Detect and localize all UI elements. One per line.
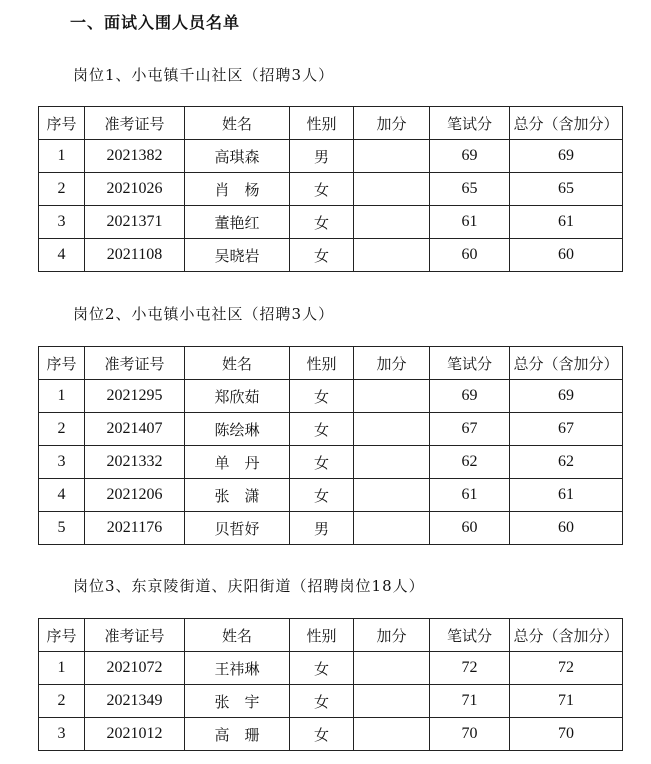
table-header-row <box>39 347 623 380</box>
cell-bonus <box>354 206 430 239</box>
cell-name: 张 宇 <box>185 685 290 718</box>
cell-number: 3 <box>39 206 85 239</box>
cell-bonus <box>354 685 430 718</box>
cell-name: 肖 杨 <box>185 173 290 206</box>
cell-written-score: 60 <box>430 512 510 545</box>
page-heading: 一、面试入围人员名单 <box>70 13 241 32</box>
cell-name: 董艳红 <box>185 206 290 239</box>
column-header: 姓名 <box>185 619 290 652</box>
cell-exam-id: 2021012 <box>85 718 185 751</box>
column-header: 加分 <box>354 619 430 652</box>
cell-bonus <box>354 446 430 479</box>
cell-exam-id: 2021382 <box>85 140 185 173</box>
cell-number: 4 <box>39 479 85 512</box>
column-header: 序号 <box>39 107 85 140</box>
cell-bonus <box>354 380 430 413</box>
cell-gender: 女 <box>290 718 354 751</box>
cell-written-score: 62 <box>430 446 510 479</box>
column-header: 总分（含加分） <box>510 347 623 380</box>
cell-number: 5 <box>39 512 85 545</box>
cell-name: 单 丹 <box>185 446 290 479</box>
column-header: 加分 <box>354 347 430 380</box>
cell-gender: 女 <box>290 173 354 206</box>
cell-written-score: 72 <box>430 652 510 685</box>
cell-bonus <box>354 140 430 173</box>
cell-exam-id: 2021206 <box>85 479 185 512</box>
cell-name: 高琪森 <box>185 140 290 173</box>
cell-name: 贝哲妤 <box>185 512 290 545</box>
column-header: 准考证号 <box>85 107 185 140</box>
cell-gender: 女 <box>290 446 354 479</box>
cell-gender: 女 <box>290 479 354 512</box>
cell-gender: 女 <box>290 413 354 446</box>
cell-name: 高 珊 <box>185 718 290 751</box>
table-row <box>39 173 623 206</box>
table-row <box>39 206 623 239</box>
cell-bonus <box>354 413 430 446</box>
cell-total-score: 65 <box>510 173 623 206</box>
table-row <box>39 685 623 718</box>
cell-written-score: 60 <box>430 239 510 272</box>
cell-written-score: 61 <box>430 206 510 239</box>
cell-written-score: 69 <box>430 380 510 413</box>
section-title-3: 岗位3、东京陵街道、庆阳街道（招聘岗位18人） <box>73 577 425 595</box>
cell-exam-id: 2021332 <box>85 446 185 479</box>
column-header: 笔试分 <box>430 619 510 652</box>
cell-total-score: 60 <box>510 239 623 272</box>
cell-number: 2 <box>39 173 85 206</box>
column-header: 总分（含加分） <box>510 619 623 652</box>
cell-exam-id: 2021295 <box>85 380 185 413</box>
column-header: 姓名 <box>185 347 290 380</box>
column-header: 性别 <box>290 347 354 380</box>
cell-gender: 女 <box>290 206 354 239</box>
cell-exam-id: 2021407 <box>85 413 185 446</box>
table-header-row <box>39 107 623 140</box>
section-title-2: 岗位2、小屯镇小屯社区（招聘3人） <box>73 305 335 323</box>
table-row <box>39 512 623 545</box>
candidates-table-3 <box>38 618 623 751</box>
table-row <box>39 239 623 272</box>
table-row <box>39 652 623 685</box>
cell-written-score: 71 <box>430 685 510 718</box>
cell-exam-id: 2021108 <box>85 239 185 272</box>
cell-bonus <box>354 479 430 512</box>
column-header: 序号 <box>39 619 85 652</box>
cell-exam-id: 2021371 <box>85 206 185 239</box>
table-row <box>39 413 623 446</box>
cell-gender: 女 <box>290 239 354 272</box>
cell-number: 2 <box>39 685 85 718</box>
column-header: 总分（含加分） <box>510 107 623 140</box>
cell-total-score: 61 <box>510 479 623 512</box>
cell-exam-id: 2021349 <box>85 685 185 718</box>
cell-gender: 女 <box>290 380 354 413</box>
cell-written-score: 65 <box>430 173 510 206</box>
cell-written-score: 61 <box>430 479 510 512</box>
cell-total-score: 62 <box>510 446 623 479</box>
cell-written-score: 69 <box>430 140 510 173</box>
cell-number: 2 <box>39 413 85 446</box>
table-row <box>39 446 623 479</box>
cell-total-score: 69 <box>510 380 623 413</box>
cell-bonus <box>354 718 430 751</box>
column-header: 准考证号 <box>85 347 185 380</box>
table-header-row <box>39 619 623 652</box>
cell-gender: 男 <box>290 140 354 173</box>
table-row <box>39 140 623 173</box>
cell-bonus <box>354 239 430 272</box>
column-header: 性别 <box>290 107 354 140</box>
cell-number: 4 <box>39 239 85 272</box>
cell-gender: 男 <box>290 512 354 545</box>
table-row <box>39 479 623 512</box>
column-header: 加分 <box>354 107 430 140</box>
cell-exam-id: 2021176 <box>85 512 185 545</box>
table-row <box>39 380 623 413</box>
cell-number: 1 <box>39 140 85 173</box>
cell-gender: 女 <box>290 652 354 685</box>
cell-total-score: 67 <box>510 413 623 446</box>
cell-number: 3 <box>39 446 85 479</box>
candidates-table-2 <box>38 346 623 545</box>
column-header: 性别 <box>290 619 354 652</box>
cell-total-score: 61 <box>510 206 623 239</box>
cell-name: 吴晓岩 <box>185 239 290 272</box>
cell-bonus <box>354 652 430 685</box>
cell-total-score: 71 <box>510 685 623 718</box>
column-header: 序号 <box>39 347 85 380</box>
cell-exam-id: 2021026 <box>85 173 185 206</box>
cell-name: 张 潇 <box>185 479 290 512</box>
cell-number: 3 <box>39 718 85 751</box>
cell-written-score: 70 <box>430 718 510 751</box>
cell-total-score: 70 <box>510 718 623 751</box>
column-header: 准考证号 <box>85 619 185 652</box>
section-title-1: 岗位1、小屯镇千山社区（招聘3人） <box>73 66 335 84</box>
cell-bonus <box>354 173 430 206</box>
cell-exam-id: 2021072 <box>85 652 185 685</box>
cell-total-score: 60 <box>510 512 623 545</box>
cell-written-score: 67 <box>430 413 510 446</box>
cell-name: 王祎琳 <box>185 652 290 685</box>
column-header: 笔试分 <box>430 107 510 140</box>
table-row <box>39 718 623 751</box>
cell-gender: 女 <box>290 685 354 718</box>
cell-name: 陈绘琳 <box>185 413 290 446</box>
cell-number: 1 <box>39 652 85 685</box>
column-header: 姓名 <box>185 107 290 140</box>
candidates-table-1 <box>38 106 623 272</box>
cell-total-score: 69 <box>510 140 623 173</box>
cell-name: 郑欣茹 <box>185 380 290 413</box>
cell-bonus <box>354 512 430 545</box>
column-header: 笔试分 <box>430 347 510 380</box>
cell-total-score: 72 <box>510 652 623 685</box>
cell-number: 1 <box>39 380 85 413</box>
